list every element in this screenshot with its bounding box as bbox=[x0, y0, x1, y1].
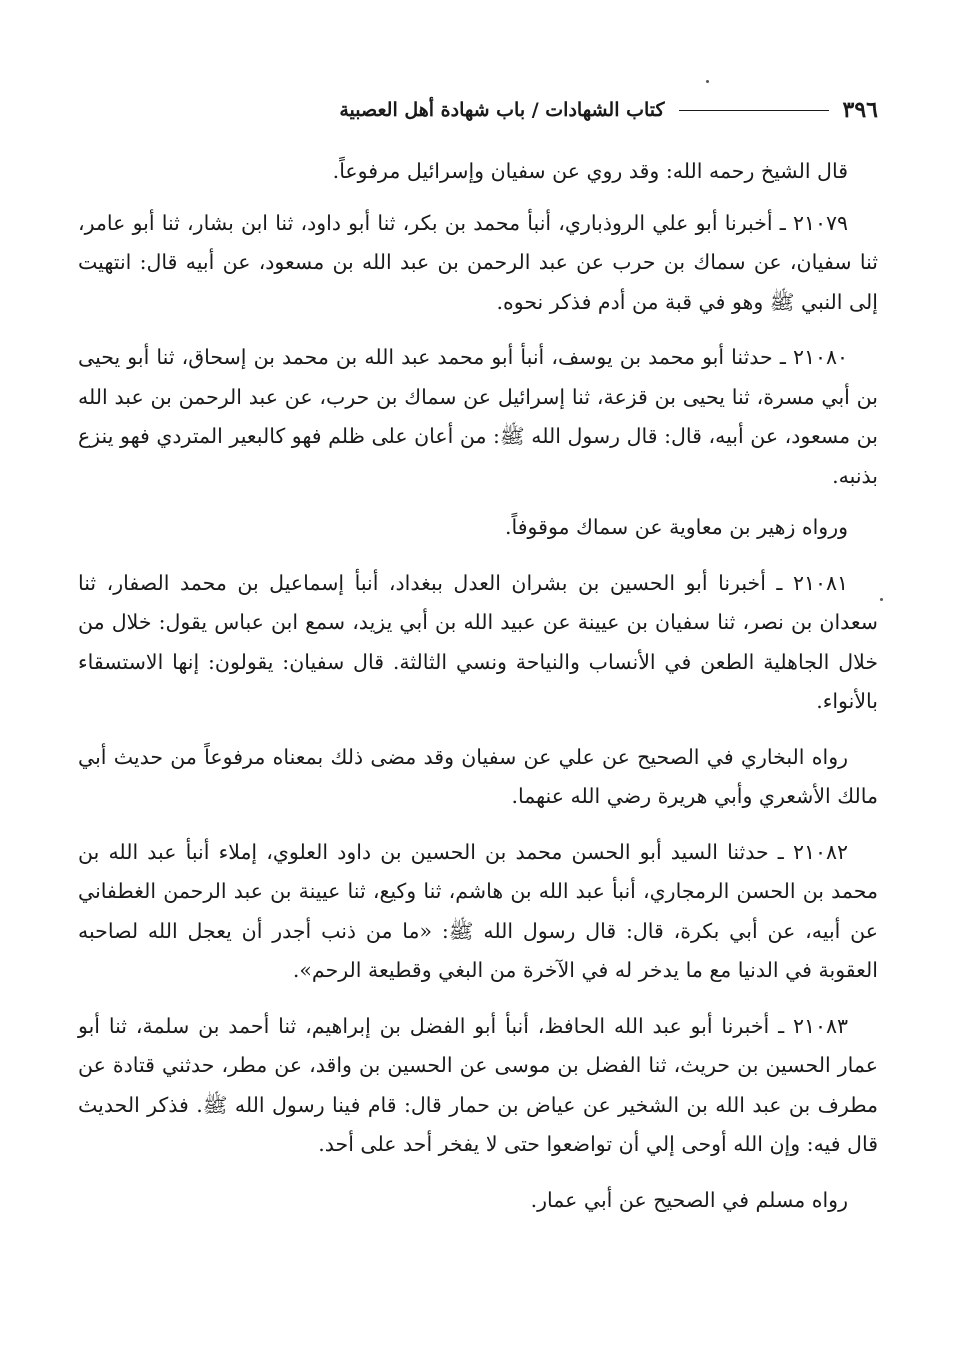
header-rule bbox=[679, 110, 829, 111]
paragraph-note: رواه مسلم في الصحيح عن أبي عمار. bbox=[530, 1187, 848, 1212]
hadith-21083: ٢١٠٨٣ ـ أخبرنا أبو عبد الله الحافظ، أنبأ أبو الفضل بن إبراهيم، ثنا أحمد بن سلمة، ثنا أبو عمار الحسين بن حريث، ثنا الفضل بن موسى عن الحسين بن واقد، عن مطر، حدثني قتادة عن مطرف بن عبد الله بن الشخير عن عياض بن حمار قال: قام فينا رسول الله ﷺ. فذكر الحديث قال فيه: وإن الله أوحى إلي أن تواضعوا حتى لا يفخر أحد على أحد. bbox=[78, 1013, 878, 1156]
scan-speck bbox=[706, 80, 709, 83]
hadith-21082: ٢١٠٨٢ ـ حدثنا السيد أبو الحسن محمد بن الحسين بن داود العلوي، إملاء أنبأ عبد الله بن محمد بن الحسن الرمجاري، أنبأ عبد الله بن هاشم، ثنا وكيع، ثنا عيينة بن عبد الرحمن الغطفاني عن أبيه، عن أبي بكرة، قال: قال رسول الله ﷺ: «ما من ذنب أجدر أن يعجل الله لصاحبه العقوبة في الدنيا مع ما يدخر له في الآخرة من البغي وقطيعة الرحم». bbox=[78, 839, 878, 982]
running-header bbox=[78, 92, 878, 128]
hadith-21080: ٢١٠٨٠ ـ حدثنا أبو محمد بن يوسف، أنبأ أبو محمد عبد الله بن محمد بن إسحاق، ثنا أبو يحيى بن أبي مسرة، ثنا يحيى بن قزعة، ثنا إسرائيل عن سماك بن حرب، عن عبد الرحمن بن عبد الله بن مسعود، عن أبيه، قال: قال رسول الله ﷺ: من أعان على ظلم فهو كالبعير المتردي فهو ينزع بذنبه. bbox=[78, 345, 878, 488]
paragraph-note: ورواه زهير بن معاوية عن سماك موقوفاً. bbox=[505, 515, 848, 539]
paragraph-note: قال الشيخ رحمه الله: وقد روي عن سفيان وإسرائيل مرفوعاً. bbox=[332, 159, 848, 183]
paragraph-note: رواه البخاري في الصحيح عن علي عن سفيان وقد مضى ذلك بمعناه مرفوعاً من حديث أبي مالك الأشعري وأبي هريرة رضي الله عنهما. bbox=[78, 744, 878, 808]
running-title: كتاب الشهادات / باب شهادة أهل العصبية bbox=[339, 99, 665, 121]
scan-speck bbox=[880, 598, 883, 601]
page-body bbox=[78, 152, 878, 1236]
hadith-21079: ٢١٠٧٩ ـ أخبرنا أبو علي الروذباري، أنبأ محمد بن بكر، ثنا أبو داود، ثنا ابن بشار، ثنا أبو عامر، ثنا سفيان، عن سماك بن حرب عن عبد الرحمن بن عبد الله بن مسعود، عن أبيه قال: انتهيت إلى النبي ﷺ وهو في قبة من أدم فذكر نحوه. bbox=[78, 210, 878, 314]
page-number: ٣٩٦ bbox=[842, 97, 878, 123]
hadith-21081: ٢١٠٨١ ـ أخبرنا أبو الحسين بن بشران العدل ببغداد، أنبأ إسماعيل بن محمد الصفار، ثنا سعدان بن نصر، ثنا سفيان بن عيينة عن عبيد الله بن أبي يزيد، سمع ابن عباس يقول: خلال من خلال الجاهلية الطعن في الأنساب والنياحة ونسي الثالثة. قال سفيان: يقولون: إنها الاستسقاء بالأنواء. bbox=[78, 570, 878, 713]
